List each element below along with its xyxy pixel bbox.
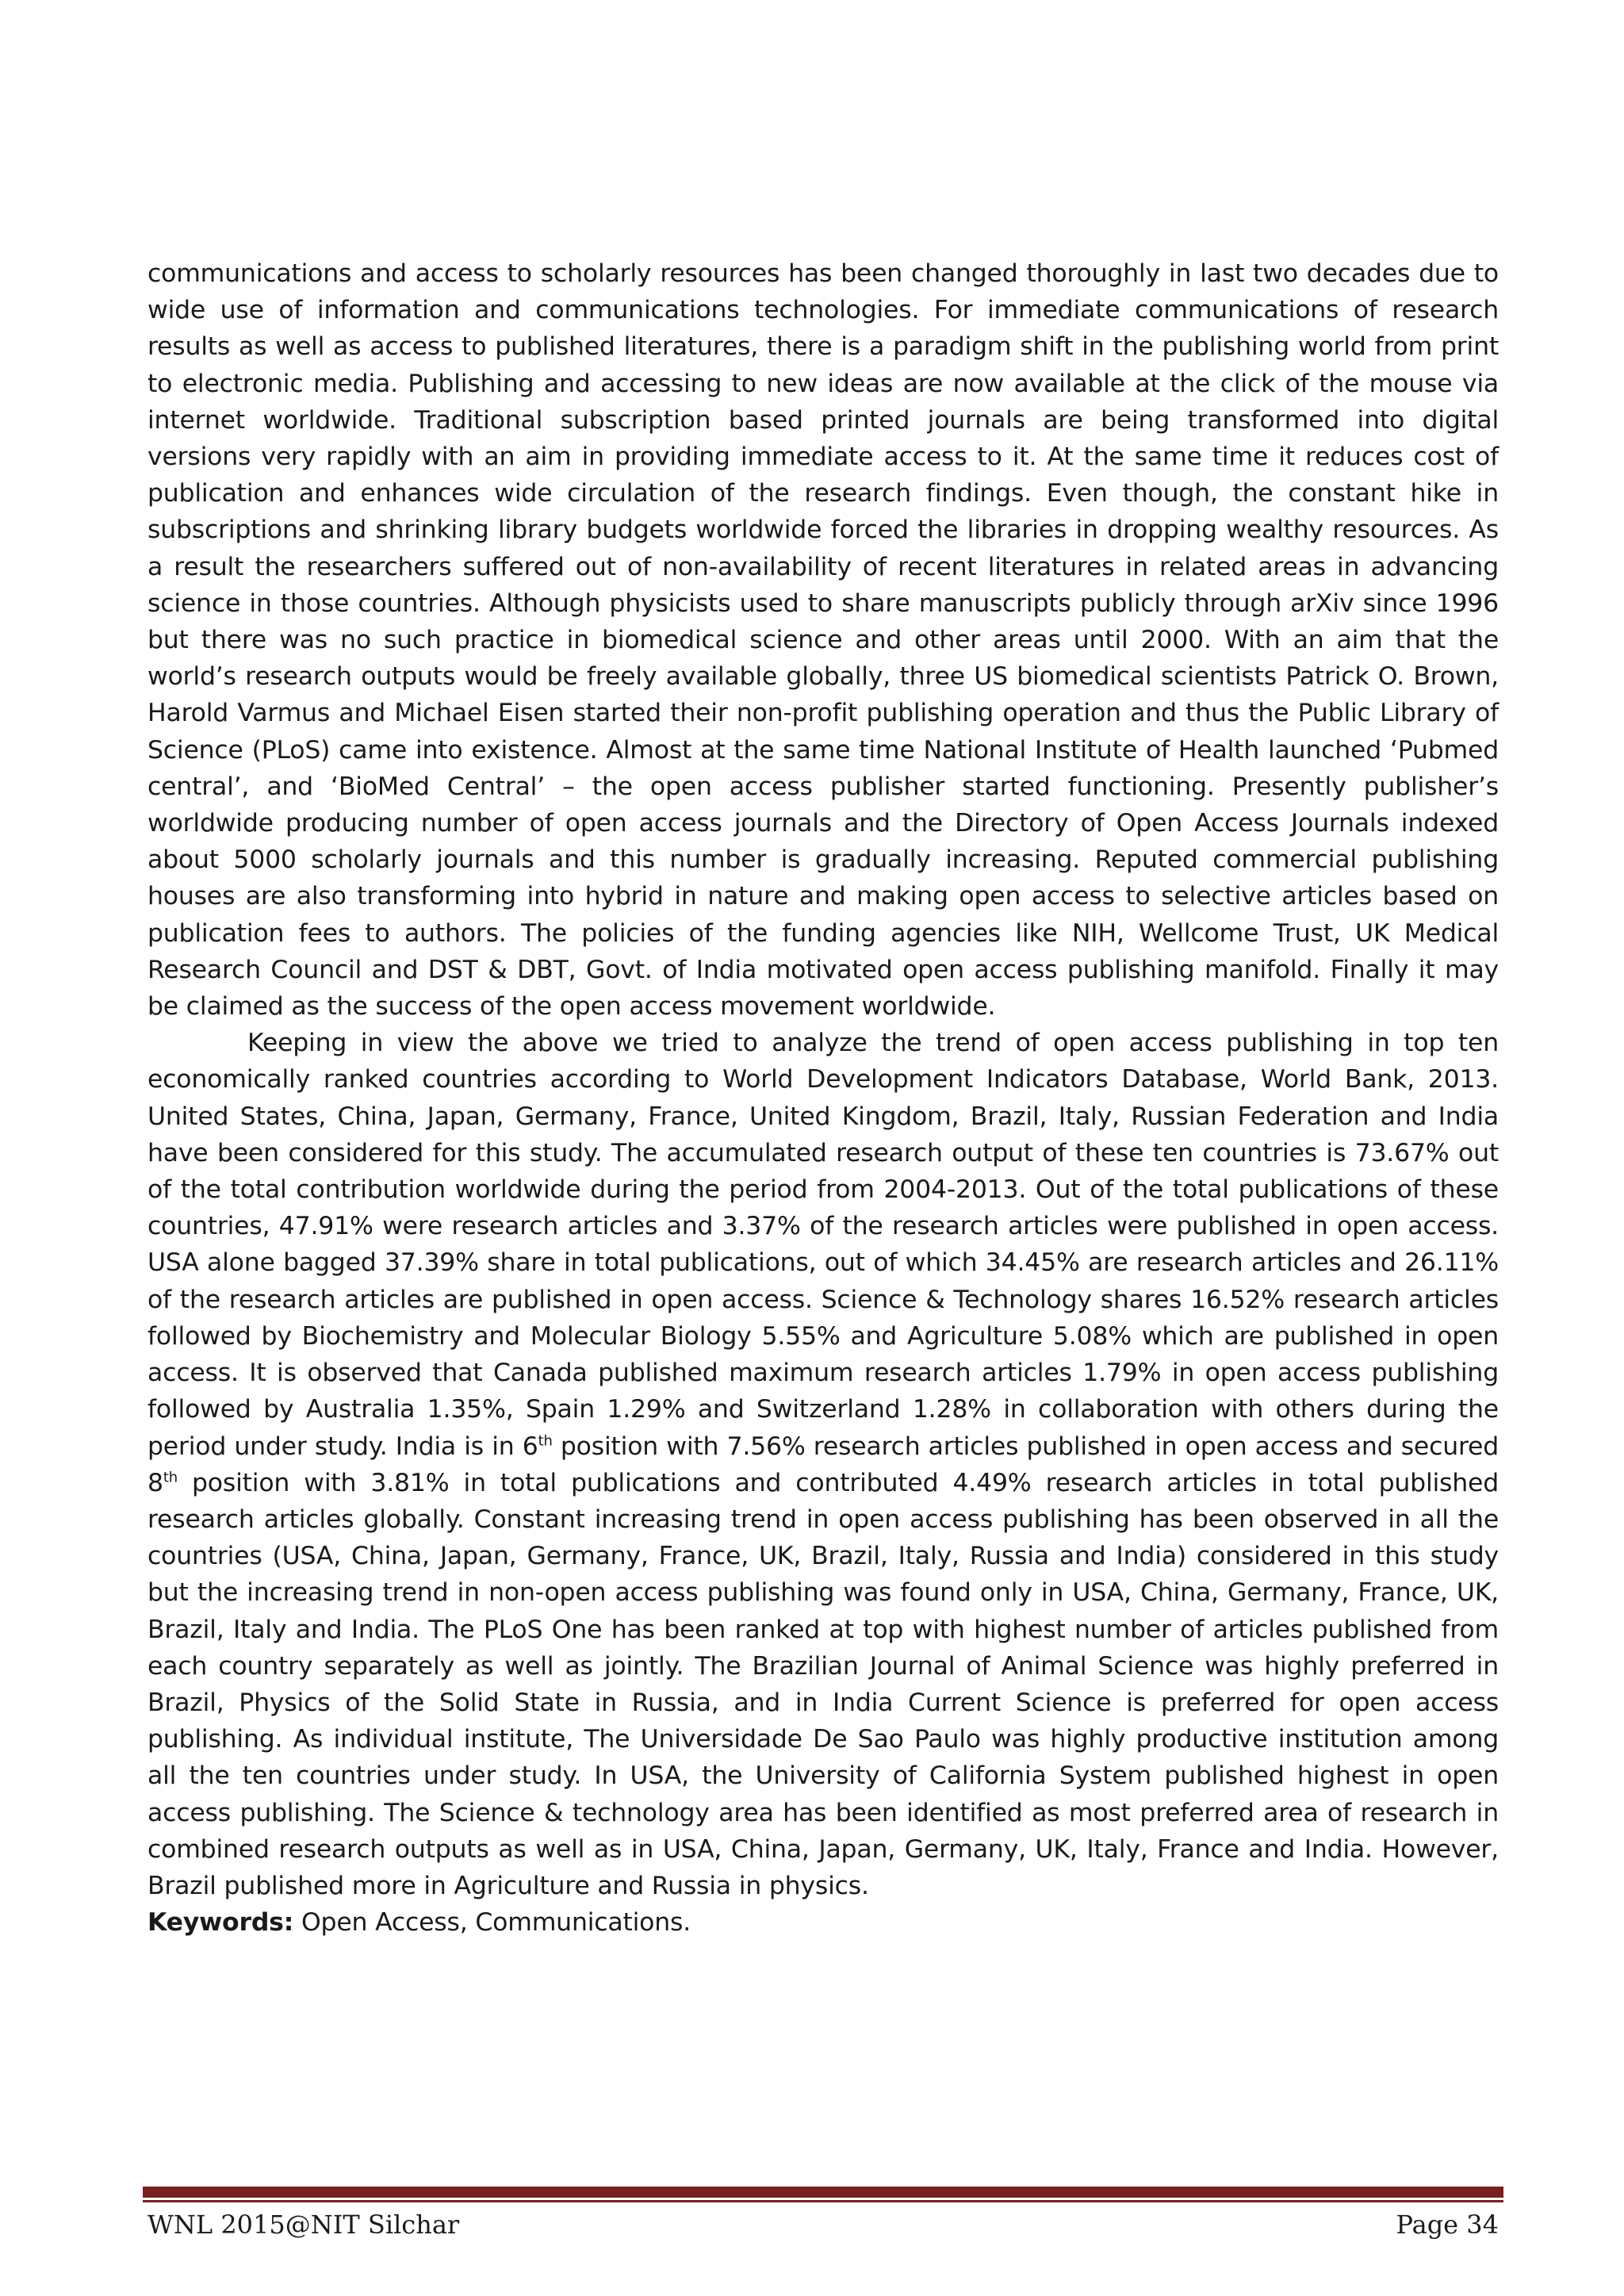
paragraph-2-part-1: Keeping in view the above we tried to analyze the trend of open access publishing in top ten economically ranked countries according to World Development Indicators Database, World Bank, 2013. United States, China, Japan, Germany, France, United Kingdom, Brazil, Italy, Russian Federation and India have been considered for this study. The accumulated research output of these ten countries is 73.67% out of the total contribution worldwide during the period from 2004-2013. Out of the total publications of these countries, 47.91% were research articles and 3.37% of the research articles were published in open access. USA alone bagged 37.39% share in total publications, out of which 34.45% are research articles and 26.11% of the research articles are published in open access. Science & Technology shares 16.52% research articles followed by Biochemistry and Molecular Biology 5.55% and Agriculture 5.08% which are published in open access. It is observed that Canada published maximum research articles 1.79% in open access publishing followed by Australia 1.35%, Spain 1.29% and Switzerland 1.28% in collaboration with others during the period under study. India is in 6 [147,1029,1499,1461]
superscript-th-1: th [538,1432,553,1449]
footer-conference-label: WNL 2015@NIT Silchar [147,2210,460,2240]
keywords-label: Keywords: [147,1908,294,1938]
footer-rule-thin [143,2200,1503,2202]
superscript-th-2: th [163,1469,178,1486]
paragraph-1: communications and access to scholarly resources has been changed thoroughly in last two decades due to wide use of information and communications technologies. For immediate communications of research results as well as access to published literatures, there is a paradigm shift in the publishing world from print to electronic media. Publishing and accessing to new ideas are now available at the click of the mouse via internet worldwide. Traditional subscription based printed journals are being transformed into digital versions very rapidly with an aim in providing immediate access to it. At the same time it reduces cost of publication and enhances wide circulation of the research findings. Even though, the constant hike in subscriptions and shrinking library budgets worldwide forced the libraries in dropping wealthy resources. As a result the researchers suffered out of non-availability of recent literatures in related areas in advancing science in those countries. Although physicists used to share manuscripts publicly through arXiv since 1996 but there was no such practice in biomedical science and other areas until 2000. With an aim that the world’s research outputs would be freely available globally, three US biomedical scientists Patrick O. Brown, Harold Varmus and Michael Eisen started their non-profit publishing operation and thus the Public Library of Science (PLoS) came into existence. Almost at the same time National Institute of Health launched ‘Pubmed central’, and ‘BioMed Central’ – the open access publisher started functioning. Presently publisher’s worldwide producing number of open access journals and the Directory of Open Access Journals indexed about 5000 scholarly journals and this number is gradually increasing. Reputed commercial publishing houses are also transforming into hybrid in nature and making open access to selective articles based on publication fees to authors. The policies of the funding agencies like NIH, Wellcome Trust, UK Medical Research Council and DST & DBT, Govt. of India motivated open access publishing manifold. Finally it may be claimed as the success of the open access movement worldwide. [147,259,1499,1022]
keywords-line [147,1904,1499,1941]
body-text [147,255,1499,1941]
keywords-value: Open Access, Communications. [293,1908,691,1938]
paragraph-2-part-3: position with 3.81% in total publications and contributed 4.49% research articles in total published research articles globally. Constant increasing trend in open access publishing has been observed in all the countries (USA, China, Japan, Germany, France, UK, Brazil, Italy, Russia and India) considered in this study but the increasing trend in non-open access publishing was found only in USA, China, Germany, France, UK, Brazil, Italy and India. The PLoS One has been ranked at top with highest number of articles published from each country separately as well as jointly. The Brazilian Journal of Animal Science was highly preferred in Brazil, Physics of the Solid State in Russia, and in India Current Science is preferred for open access publishing. As individual institute, The Universidade De Sao Paulo was highly productive institution among all the ten countries under study. In USA, the University of California System published highest in open access publishing. The Science & technology area has been identified as most preferred area of research in combined research outputs as well as in USA, China, Japan, Germany, UK, Italy, France and India. However, Brazil published more in Agriculture and Russia in physics. [147,1468,1499,1900]
paragraph-2 [147,1025,1499,1904]
paragraph-2-part-2: position with 7.56% research articles published in open access and secured 8 [147,1432,1500,1497]
footer-page-number: Page 34 [1396,2210,1499,2240]
footer-rule-thick [143,2187,1503,2198]
